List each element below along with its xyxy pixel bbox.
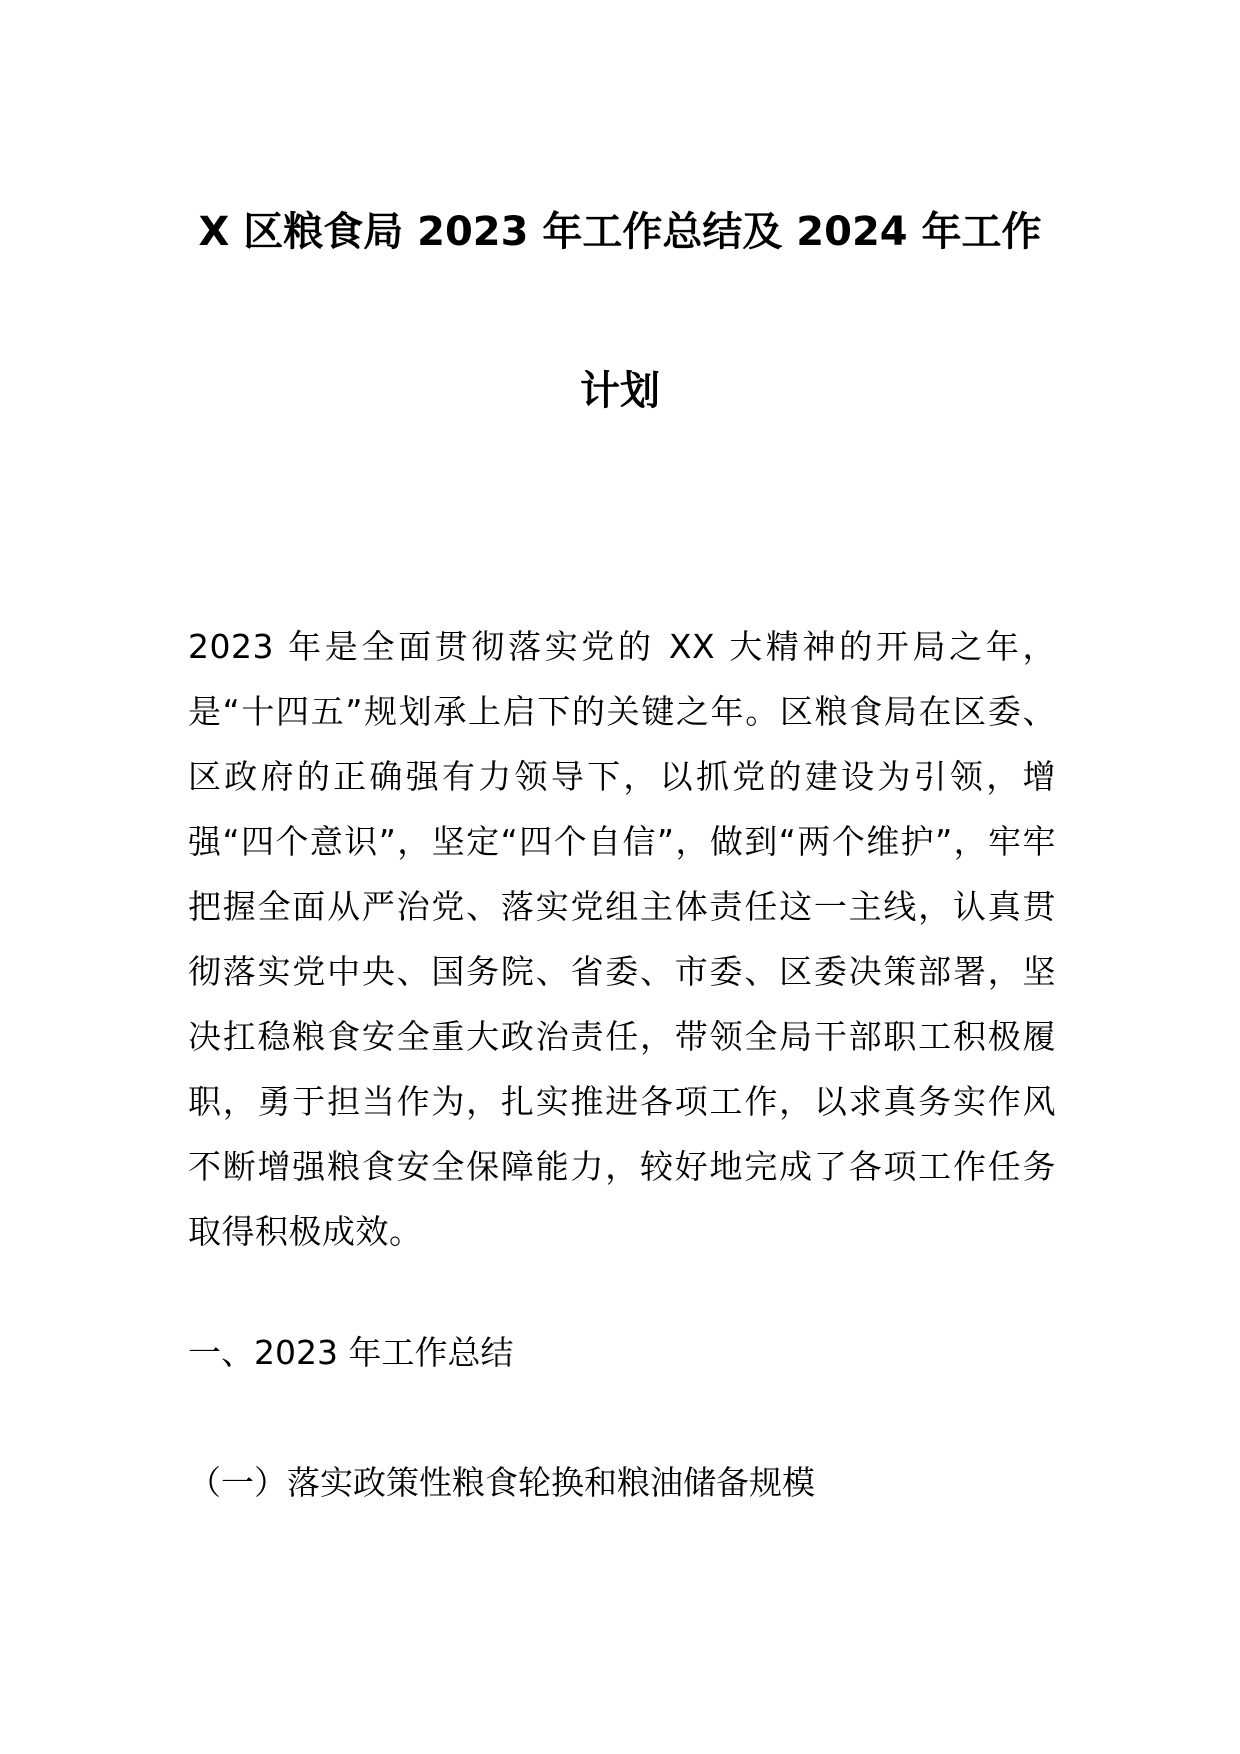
section-heading-2023-summary: 一、2023 年工作总结 xyxy=(188,1333,514,1372)
document-title-line-1: X 区粮食局 2023 年工作总结及 2024 年工作 xyxy=(198,209,1042,255)
document-title-line-2: 计划 xyxy=(580,368,660,414)
subsection-heading-grain-rotation: （一）落实政策性粮食轮换和粮油储备规模 xyxy=(188,1463,815,1502)
intro-paragraph: 2023 年是全面贯彻落实党的 XX 大精神的开局之年，是“十四五”规划承上启下的关键之年。区粮食局在区委、区政府的正确强有力领导下，以抓党的建设为引领，增强“四个意识”，坚定“四个自信”，做到“两个维护”，牢牢把握全面从严治党、落实党组主体责任这一主线，认真贯彻落实党中央、国务院、省委、市委、区委决策部署，坚决扛稳粮食安全重大政治责任，带领全局干部职工积极履职，勇于担当作为，扎实推进各项工作，以求真务实作风不断增强粮食安全保障能力，较好地完成了各项工作任务取得积极成效。 xyxy=(188,627,1056,1251)
